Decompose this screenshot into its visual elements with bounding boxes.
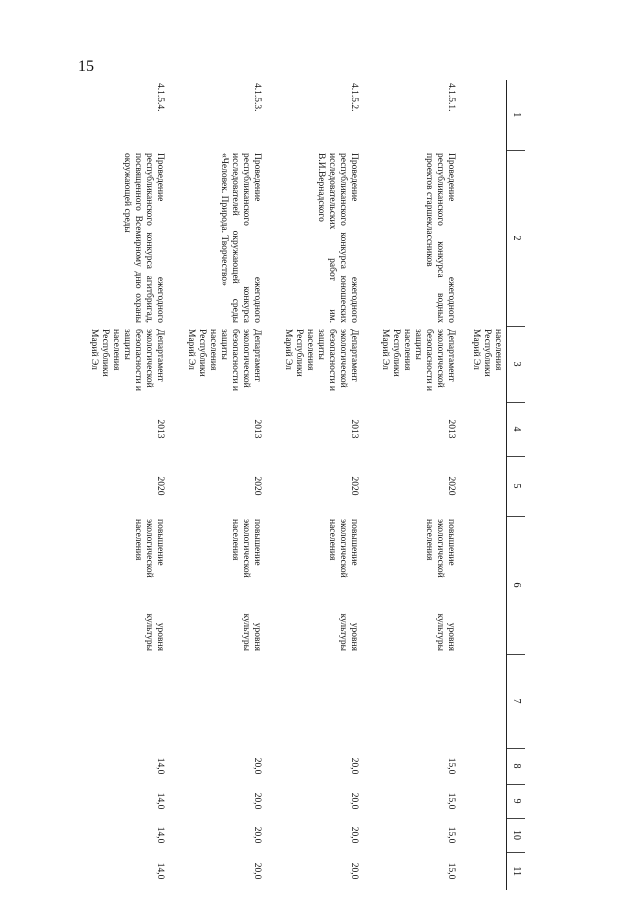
col-header-9: 9 <box>507 784 526 818</box>
col-header-10: 10 <box>507 818 526 852</box>
end-year: 2020 <box>155 476 165 496</box>
executor: Департамент экологической безопасности и защиты населения Республики Марий Эл <box>89 329 165 391</box>
cell-col8: 20,0 <box>252 757 262 775</box>
table-row <box>265 80 362 890</box>
cell-col11: 14,0 <box>155 862 165 880</box>
event-name: Проведение ежегодного республиканского конкурса юношеских исследовательских работ им. В.И.Вернадского <box>316 153 359 323</box>
cell-col9: 20,0 <box>349 792 359 810</box>
rotated-table-container <box>89 80 525 890</box>
col-header-6: 6 <box>507 516 526 654</box>
col-header-4: 4 <box>507 402 526 456</box>
col-header-11: 11 <box>507 852 526 890</box>
cell-col7 <box>265 654 362 748</box>
cell-col9: 20,0 <box>252 792 262 810</box>
cell-col11: 15,0 <box>446 862 456 880</box>
row-number: 4.1.5.3. <box>252 83 262 112</box>
header-row <box>507 80 526 890</box>
cell-col9: 14,0 <box>155 792 165 810</box>
cell-col7 <box>71 654 168 748</box>
table-row <box>71 80 168 890</box>
col-header-5: 5 <box>507 456 526 516</box>
end-year: 2020 <box>349 476 359 496</box>
cell-col8: 14,0 <box>155 757 165 775</box>
executor: Департамент экологической безопасности и защиты населения Республики Марий Эл <box>283 329 359 391</box>
expected-result: повышение уровня экологической культуры населения <box>424 519 456 651</box>
col-header-3: 3 <box>507 326 526 402</box>
start-year: 2013 <box>446 419 456 439</box>
start-year: 2013 <box>349 419 359 439</box>
expected-result: повышение уровня экологической культуры населения <box>133 519 165 651</box>
cell-col11: 20,0 <box>349 862 359 880</box>
cell-col10: 20,0 <box>349 826 359 844</box>
cell-col11: 20,0 <box>252 862 262 880</box>
cell-col10: 20,0 <box>252 826 262 844</box>
cell-col8: 15,0 <box>446 757 456 775</box>
event-name: Проведение ежегодного республиканского конкурса исследователей окружающей среды «Человек. Природа. Творчество» <box>219 153 262 323</box>
program-table <box>71 80 525 890</box>
col-header-8: 8 <box>507 748 526 784</box>
expected-result: повышение уровня экологической культуры населения <box>230 519 262 651</box>
executor: Департамент экологической безопасности и защиты населения Республики Марий Эл <box>380 329 456 391</box>
col-header-7: 7 <box>507 654 526 748</box>
row-number: 4.1.5.2. <box>349 83 359 112</box>
cell-col10: 15,0 <box>446 826 456 844</box>
row-number: 4.1.5.4. <box>155 83 165 112</box>
page-number: 15 <box>78 58 94 75</box>
end-year: 2020 <box>252 476 262 496</box>
cell-col7 <box>168 654 265 748</box>
cell-col9: 15,0 <box>446 792 456 810</box>
continuation-executor: населения Республики Марий Эл <box>471 329 503 377</box>
event-name: Проведение ежегодного республиканского конкурса агитбригад, посвященного Всемирному дню охраны окружающей среды <box>122 153 165 323</box>
expected-result: повышение уровня экологической культуры населения <box>327 519 359 651</box>
col-header-1: 1 <box>507 80 526 150</box>
cell-col7 <box>362 654 459 748</box>
cell-col10: 14,0 <box>155 826 165 844</box>
cell-col8: 20,0 <box>349 757 359 775</box>
table-row <box>362 80 459 890</box>
start-year: 2013 <box>252 419 262 439</box>
event-name: Проведение ежегодного республиканского конкурса водных проектов старшеклассников <box>424 153 456 323</box>
end-year: 2020 <box>446 476 456 496</box>
executor: Департамент экологической безопасности и защиты населения Республики Марий Эл <box>186 329 262 391</box>
start-year: 2013 <box>155 419 165 439</box>
col-header-2: 2 <box>507 150 526 326</box>
continuation-row <box>459 80 507 890</box>
row-number: 4.1.5.1. <box>446 83 456 112</box>
table-row <box>168 80 265 890</box>
